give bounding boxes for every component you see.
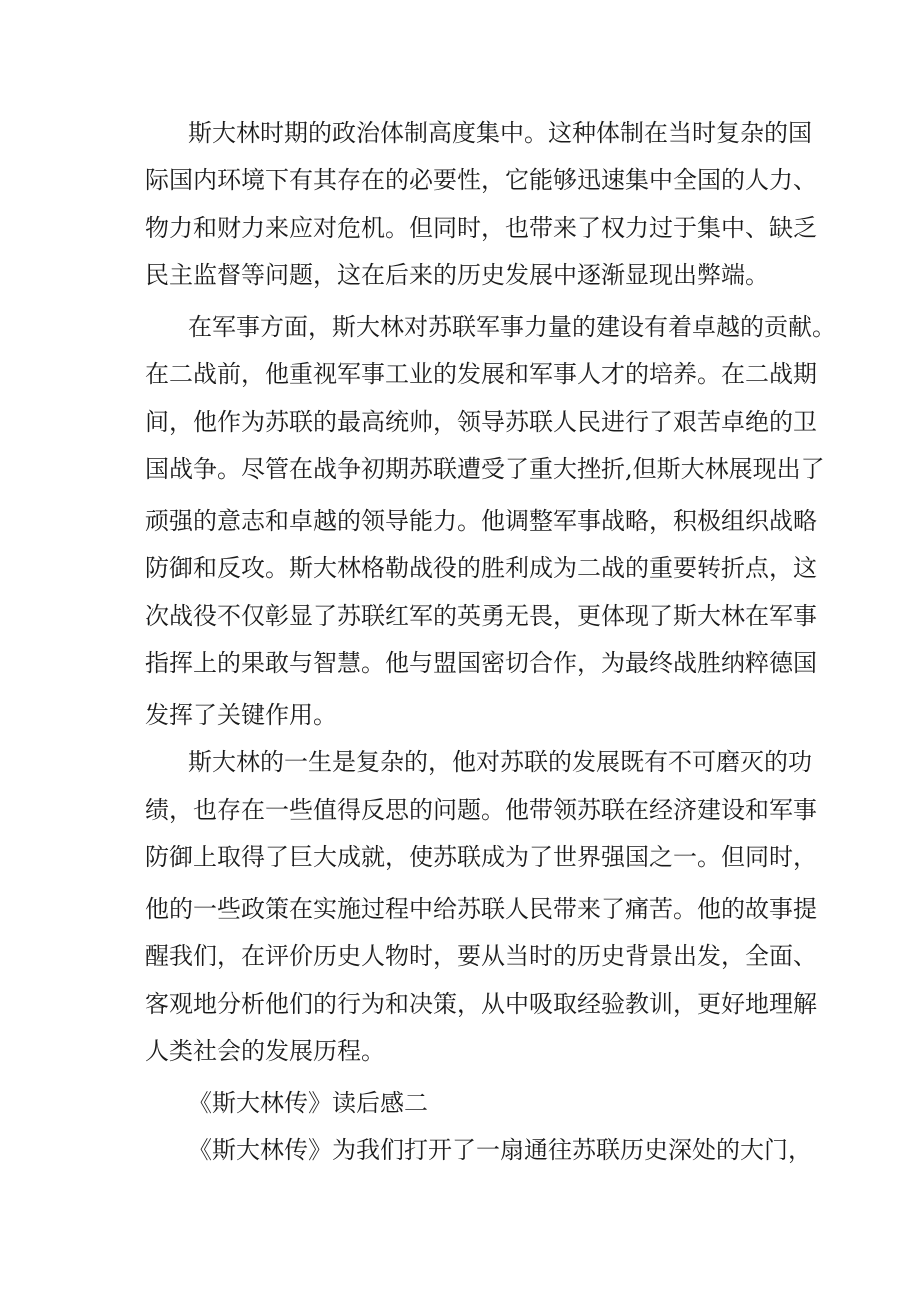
paragraph-2-line-7: 次战役不仅彰显了苏联红军的英勇无畏，更体现了斯大林在军事	[145, 602, 817, 630]
section-heading: 《斯大林传》读后感二	[188, 1089, 428, 1117]
paragraph-3-line-6: 客观地分析他们的行为和决策，从中吸取经验教训，更好地理解	[145, 990, 817, 1018]
paragraph-2-line-1: 在军事方面，斯大林对苏联军事力量的建设有着卓越的贡献。	[188, 313, 836, 341]
paragraph-3-line-2: 绩，也存在一些值得反思的问题。他带领苏联在经济建设和军事	[145, 796, 817, 824]
paragraph-2-line-9: 发挥了关键作用。	[145, 701, 337, 729]
paragraph-3-line-1: 斯大林的一生是复杂的，他对苏联的发展既有不可磨灭的功	[188, 748, 812, 776]
paragraph-1-line-1: 斯大林时期的政治体制高度集中。这种体制在当时复杂的国	[188, 119, 812, 147]
paragraph-2-line-3: 间，他作为苏联的最高统帅，领导苏联人民进行了艰苦卓绝的卫	[145, 408, 817, 436]
paragraph-3-line-5: 醒我们，在评价历史人物时，要从当时的历史背景出发，全面、	[145, 942, 817, 970]
paragraph-3-line-4: 他的一些政策在实施过程中给苏联人民带来了痛苦。他的故事提	[145, 895, 817, 923]
paragraph-2-line-5: 顽强的意志和卓越的领导能力。他调整军事战略，积极组织战略	[145, 507, 817, 535]
final-paragraph-line-1: 《斯大林传》为我们打开了一扇通往苏联历史深处的大门，	[188, 1136, 812, 1164]
paragraph-2-line-4: 国战争。尽管在战争初期苏联遭受了重大挫折,但斯大林展现出了	[145, 455, 825, 483]
paragraph-1-line-2: 际国内环境下有其存在的必要性，它能够迅速集中全国的人力、	[145, 166, 817, 194]
paragraph-2-line-8: 指挥上的果敢与智慧。他与盟国密切合作，为最终战胜纳粹德国	[145, 649, 817, 677]
paragraph-1-line-4: 民主监督等问题，这在后来的历史发展中逐渐显现出弊端。	[145, 261, 769, 289]
paragraph-3-line-7: 人类社会的发展历程。	[145, 1037, 385, 1065]
paragraph-2-line-2: 在二战前，他重视军事工业的发展和军事人才的培养。在二战期	[145, 360, 817, 388]
paragraph-2-line-6: 防御和反攻。斯大林格勒战役的胜利成为二战的重要转折点，这	[145, 554, 817, 582]
paragraph-3-line-3: 防御上取得了巨大成就，使苏联成为了世界强国之一。但同时，	[145, 843, 817, 871]
paragraph-1-line-3: 物力和财力来应对危机。但同时，也带来了权力过于集中、缺乏	[145, 214, 817, 242]
